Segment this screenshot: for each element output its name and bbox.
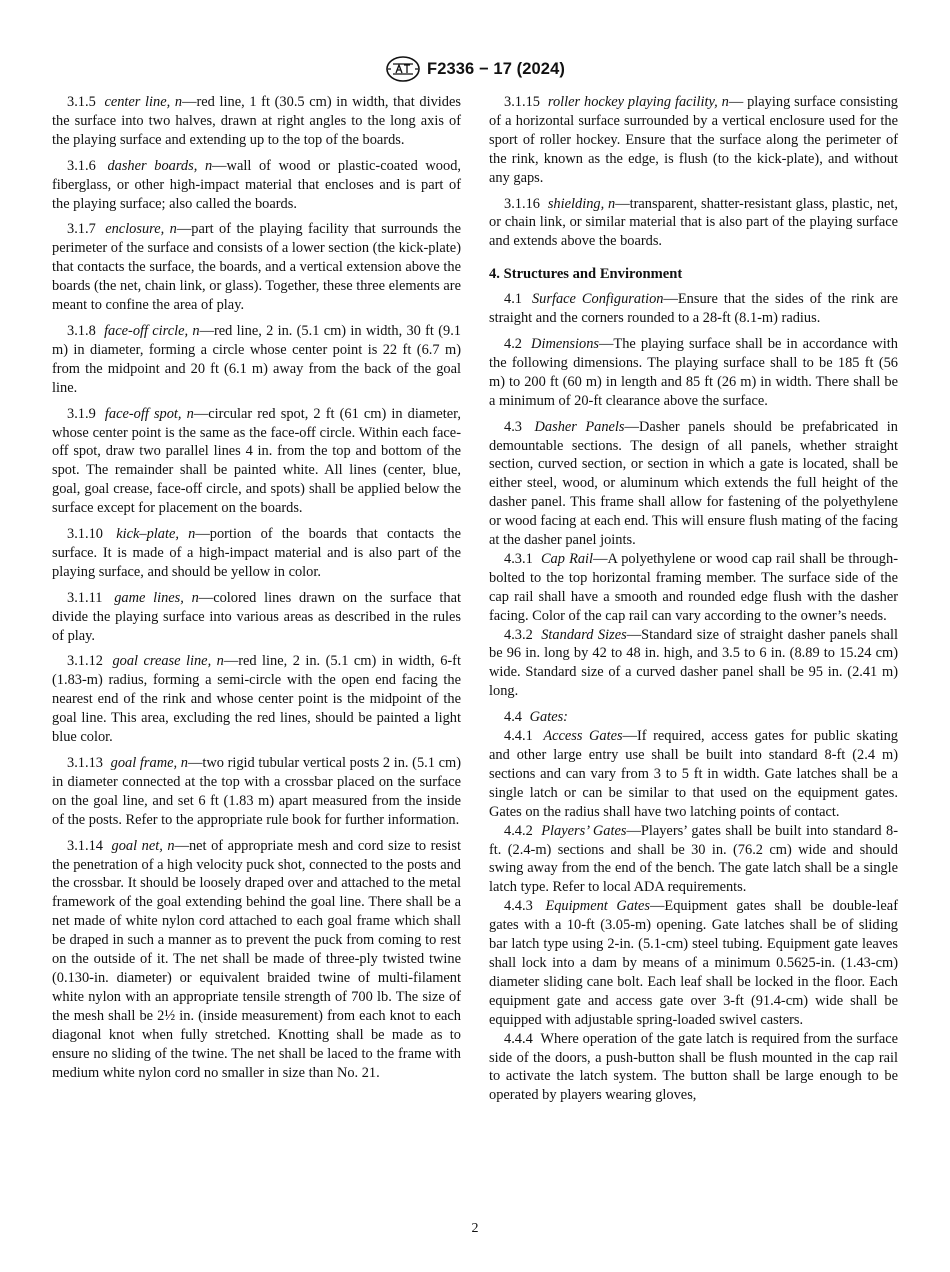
clause-4-4-1: 4.4.1 Access Gates—If required, access gates for public skating and other large entry use shall be built into standard 8-ft (2.4 m) sections and can vary from 3 to 5 ft in width. Gate latches shall be a single latch or can be similar to that used on the equipment gates. Gates on the radius shall have two latching points of contact. <box>489 728 898 820</box>
definition-3-1-9: 3.1.9 face-off spot, n—circular red spot, 2 ft (61 cm) in diameter, whose center point is the same as the face-off circle. Within each face-off spot, draw two parallel lines 4 in. from the top and bottom of the spot. The remainder shall be painted white. All lines (center, blue, goal, goal crease, face-off circle, and spots) shall be applied below the surface except for placement on the boards. <box>52 405 461 517</box>
definition-3-1-10: 3.1.10 kick–plate, n—portion of the boards that contacts the surface. It is made of a high-impact material and is also part of the playing surface, and should be yellow in color. <box>52 526 461 580</box>
definition-3-1-7: 3.1.7 enclosure, n—part of the playing facility that surrounds the perimeter of the surface and consists of a lower section (the kick-plate) that contacts the surface, the boards, and a vertical extension above the boards (the net, chain link, or glass). Together, these three elements are meant to confine the area of play. <box>52 221 462 314</box>
definition-3-1-5: 3.1.5 center line, n—red line, 1 ft (30.5 cm) in width, that divides the surface into two halves, drawn at right angles to the long axis of the playing surface and extending up to the top of the boards. <box>52 94 461 148</box>
definition-3-1-13: 3.1.13 goal frame, n—two rigid tubular vertical posts 2 in. (5.1 cm) in diameter connected at the top with a crossbar placed on the surface on the goal line, and set 6 ft (1.83 m) apart measured from the inside of the posts. Refer to the appropriate rule book for further information. <box>52 755 461 828</box>
clause-4-4-3: 4.4.3 Equipment Gates—Equipment gates shall be double-leaf gates with a 10-ft (3.05-m) opening. Gate latches shall be of sliding bar latch type using 2-in. (5.1-cm) steel tubing. Equipment gate leaves shall lock into a dam by means of a minimum 0.5625-in. (1.43-cm) diameter sliding cane bolt. Each leaf shall be locked in the floor. Each equipment gate and access gate over 3-ft (91.4-cm) wide shall be equipped with adjustable spring-loaded swivel casters. <box>489 898 898 1028</box>
clause-4-4: 4.4 Gates: <box>504 709 568 726</box>
page-header <box>0 54 950 84</box>
document-designation: F2336 − 17 (2024) <box>427 59 565 78</box>
section-heading: 4. Structures and Environment <box>489 266 683 283</box>
definition-3-1-6: 3.1.6 dasher boards, n—wall of wood or plastic-coated wood, fiberglass, or other high-impact material that encloses and is part of the playing surface; also called the boards. <box>52 157 461 212</box>
clause-4-3-1: 4.3.1 Cap Rail—A polyethylene or wood cap rail shall be through-bolted to the top horizontal framing member. The surface side of the cap rail shall have a smooth and rounded edge flush with the dasher facing. Color of the cap rail can vary according to the owner’s needs. <box>489 550 898 624</box>
clause-4-1: 4.1 Surface Configuration—Ensure that the sides of the rink are straight and the corners rounded to a 28-ft (8.1-m) radius. <box>489 291 898 327</box>
clause-4-3-2: 4.3.2 Standard Sizes—Standard size of straight dasher panels shall be 96 in. long by 42 to 48 in. high, and 3.5 to 6 in. (8.89 to 15.24 cm) wide. Standard size of a curved dasher panel shall be 95 in. (2.41 m) long. <box>489 626 898 700</box>
clause-4-3: 4.3 Dasher Panels—Dasher panels should be prefabricated in demountable sections. The design of all panels, whether straight section, curved section, or section in which a gate is located, shall be either steel, wood, or aluminum which extends the full height of the dasher panel. This frame shall allow for fastening of the polyethylene or wood facing at each end. This will ensure flush mating of the facing at the dasher panel joints. <box>489 418 898 549</box>
right-column <box>489 93 898 1105</box>
definition-3-1-11: 3.1.11 game lines, n—colored lines drawn on the surface that divide the playing surface into various areas as described in the rules of play. <box>52 589 461 644</box>
clause-4-4-4: 4.4.4 Where operation of the gate latch is required from the surface side of the doors, a push-button shall be flush mounted in the cap rail to activate the latch system. The button shall be large enough to be operated by players wearing gloves, <box>489 1030 898 1104</box>
page-number: 2 <box>471 1221 479 1236</box>
definition-3-1-8: 3.1.8 face-off circle, n—red line, 2 in. (5.1 cm) in width, 30 ft (9.1 m) in diameter, forming a circle whose center point is 22 ft (6.7 m) from the midpoint and 20 ft (6.1 m) away from the back of the goal line. <box>52 322 461 396</box>
astm-logo-icon <box>385 55 421 83</box>
clause-4-2: 4.2 Dimensions—The playing surface shall be in accordance with the following dimensions. The playing surface shall to be 185 ft (56 m) to 200 ft (60 m) in length and 85 ft (26 m) in width. There shall be a minimum of 20-ft clearance above the surface. <box>489 335 898 409</box>
definition-3-1-16: 3.1.16 shielding, n—transparent, shatter-resistant glass, plastic, net, or chain link, or similar material that is also part of the playing surface and extends above the boards. <box>489 195 898 250</box>
definition-3-1-15: 3.1.15 roller hockey playing facility, n— playing surface consisting of a horizontal surface surrounded by a vertical enclosure used for the sport of roller hockey. Ensure that the surface along the perimeter of the rink, known as the edge, is flush (to the kick-plate), and without any gaps. <box>489 94 898 186</box>
left-column <box>52 93 461 1089</box>
definition-3-1-14: 3.1.14 goal net, n—net of appropriate mesh and cord size to resist the penetration of a high velocity puck shot, connected to the posts and the crossbar. It should be loosely draped over and attached to the metal framework of the goal extending behind the goal line. There shall be a net made of white nylon cord attached to each goal frame which shall be draped in such a manner as to prevent the puck from coming to rest on the outside of it. The net shall be made of three-ply twisted twine (0.130-in. diameter) or equivalent braided twine of multi-filament white nylon with an appropriate tensile strength of 700 lb. The size of the mesh shall be 2½ in. (inside measurement) from each knot to each diagonal knot when fully stretched. Knotting shall be made as to ensure no sliding of the twine. The net shall be laced to the frame with medium white nylon cord no smaller in size than No. 21. <box>52 837 461 1081</box>
clause-4-4-2: 4.4.2 Players’ Gates—Players’ gates shall be built into standard 8-ft. (2.4-m) sections and shall be 30 in. (76.2 cm) wide and should swing away from the end of the bench. The gate latch shall be a single latch type. Refer to local ADA requirements. <box>489 822 898 896</box>
definition-3-1-12: 3.1.12 goal crease line, n—red line, 2 in. (5.1 cm) in width, 6-ft (1.83-m) radius, forming a semi-circle with the open end facing the nearest end of the rink and whose center point is the midpoint of the goal line. This area, excluding the red lines, should be painted a light blue color. <box>52 653 461 746</box>
